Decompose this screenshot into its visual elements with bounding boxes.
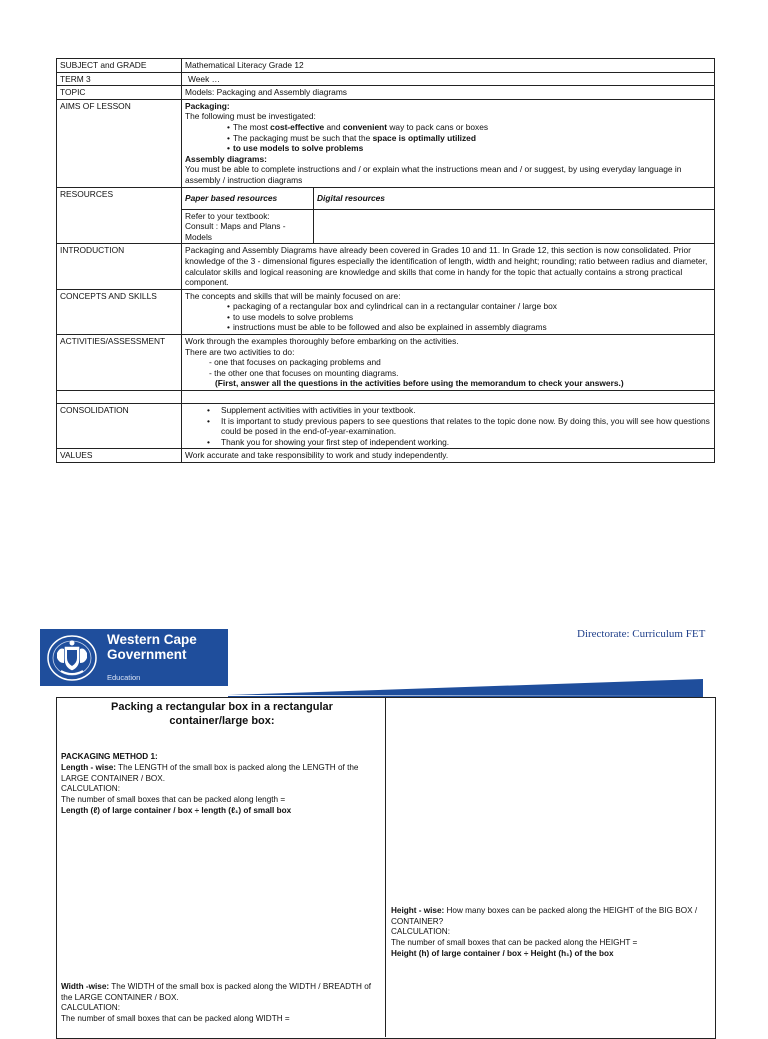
introduction-label: INTRODUCTION — [57, 244, 182, 289]
logo-line-1: Western Cape — [107, 632, 197, 647]
concepts-item: • instructions must be able to be followed and also be explained in assembly diagrams — [227, 322, 711, 333]
aims-row — [57, 99, 715, 187]
activities-label: ACTIVITIES/ASSESSMENT — [57, 335, 182, 391]
resources-inner-table — [182, 188, 714, 244]
activities-dash-1: - one that focuses on packaging problems and — [209, 357, 381, 368]
resources-digital-cell — [314, 209, 715, 243]
activities-text-2: There are two activities to do: — [185, 346, 295, 357]
concepts-list — [185, 301, 711, 333]
values-label: VALUES — [57, 449, 182, 463]
aims-label: AIMS OF LESSON — [57, 99, 182, 187]
concepts-label: CONCEPTS AND SKILLS — [57, 289, 182, 334]
concepts-content — [182, 289, 715, 334]
topic-label: TOPIC — [57, 86, 182, 100]
coat-of-arms-icon — [46, 633, 98, 683]
subject-row — [57, 59, 715, 73]
width-calc-text: The number of small boxes that can be packed along WIDTH = — [61, 1014, 290, 1023]
length-formula: Length (ℓ) of large container / box ÷ length (ℓ₁) of small box — [61, 806, 292, 815]
aims-content — [182, 99, 715, 187]
resources-label: RESOURCES — [57, 187, 182, 244]
worksheet-divider — [385, 697, 386, 1037]
empty-label — [57, 391, 182, 404]
width-calc-label: CALCULATION: — [61, 1003, 120, 1012]
activities-bold-note: (First, answer all the questions in the activities before using the memorandum to check your answers.) — [215, 378, 624, 389]
values-row — [57, 449, 715, 463]
aims-point-1: • The most cost-effective and convenient way to pack cans or boxes — [227, 122, 711, 133]
concepts-item: • packaging of a rectangular box and cylindrical can in a rectangular container / large box — [227, 301, 711, 312]
length-calc-label: CALCULATION: — [61, 784, 120, 793]
concepts-item: • to use models to solve problems — [227, 312, 711, 323]
consolidation-list — [185, 405, 711, 447]
resources-paper-cell — [182, 209, 314, 243]
activities-list — [185, 357, 711, 378]
aims-point-3: • to use models to solve problems — [227, 143, 711, 154]
resources-text-2: Consult : Maps and Plans - — [185, 221, 286, 232]
subject-value: Mathematical Literacy Grade 12 — [182, 59, 715, 73]
term-row — [57, 72, 715, 86]
worksheet-title: Packing a rectangular box in a rectangular container/large box: — [111, 701, 333, 727]
concepts-intro: The concepts and skills that will be mainly focused on are: — [185, 290, 401, 301]
height-description: Height - wise: How many boxes can be packed along the HEIGHT of the BIG BOX / CONTAINER? — [391, 906, 698, 926]
empty-cell — [182, 391, 715, 404]
term-label: TERM 3 — [57, 72, 182, 86]
aims-list — [185, 122, 711, 154]
consolidation-item: • It is important to study previous papers to see questions that relates to the topic done now. By doing this, you will see how questions could be posed in the end-of-year-examination. — [221, 416, 711, 437]
topic-row — [57, 86, 715, 100]
aims-assembly-text: You must be able to complete instructions and / or explain what the instructions mean and / or suggest, by using everyday language in assembly / instruction diagrams — [185, 164, 682, 185]
consolidation-item: • Thank you for showing your first step of independent working. — [221, 437, 711, 448]
consolidation-item: • Supplement activities with activities in your textbook. — [221, 405, 711, 416]
aims-intro: The following must be investigated: — [185, 111, 316, 122]
activities-content — [182, 335, 715, 391]
height-calc-text: The number of small boxes that can be packed along the HEIGHT = — [391, 938, 638, 947]
term-value: Week … — [182, 72, 715, 86]
concepts-row — [57, 289, 715, 334]
header-band — [228, 679, 703, 697]
height-calc-label: CALCULATION: — [391, 927, 450, 936]
consolidation-label: CONSOLIDATION — [57, 404, 182, 449]
activities-text-1: Work through the examples thoroughly before embarking on the activities. — [185, 336, 459, 347]
resources-text-1: Refer to your textbook: — [185, 210, 270, 221]
introduction-text: Packaging and Assembly Diagrams have already been covered in Grades 10 and 11. In Grade 12, this section is now consolidated. Prior knowledge of the 3 - dimensional figures especially the identification of length, width and height; rounding; ratio between radius and diameter, calculator skills and logical reasoning are knowledge and skills that come in handy for the topic that actually contains a strong practical component. — [182, 244, 715, 289]
aims-assembly-heading: Assembly diagrams: — [185, 153, 267, 164]
resources-digital-header: Digital resources — [314, 188, 715, 210]
aims-packaging-heading: Packaging: — [185, 100, 230, 111]
height-formula: Height (h) of large container / box ÷ Height (h₁) of the box — [391, 949, 614, 958]
resources-row — [57, 187, 715, 244]
empty-row — [57, 391, 715, 404]
activities-row — [57, 335, 715, 391]
method-heading: PACKAGING METHOD 1: — [61, 752, 158, 761]
logo-line-2: Government — [107, 647, 187, 662]
topic-value: Models: Packaging and Assembly diagrams — [182, 86, 715, 100]
activities-dash-2: - the other one that focuses on mounting diagrams. — [209, 367, 399, 378]
lesson-plan-table — [56, 58, 715, 463]
values-text: Work accurate and take responsibility to work and study independently. — [182, 449, 715, 463]
length-description: Length - wise: The LENGTH of the small box is packed along the LENGTH of the LARGE CONTAINER / BOX. — [61, 763, 359, 783]
aims-point-2: • The packaging must be such that the space is optimally utilized — [227, 133, 711, 144]
width-description: Width -wise: The WIDTH of the small box is packed along the WIDTH / BREADTH of the LARGE CONTAINER / BOX. — [61, 982, 372, 1002]
resources-content — [182, 187, 715, 244]
directorate-title: Directorate: Curriculum FET — [577, 628, 706, 640]
subject-label: SUBJECT and GRADE — [57, 59, 182, 73]
logo-line-3: Education — [107, 673, 141, 682]
consolidation-content — [182, 404, 715, 449]
consolidation-row — [57, 404, 715, 449]
resources-text-3: Models — [185, 231, 212, 242]
introduction-row — [57, 244, 715, 289]
resources-paper-header: Paper based resources — [182, 188, 314, 210]
length-calc-text: The number of small boxes that can be packed along length = — [61, 795, 286, 804]
